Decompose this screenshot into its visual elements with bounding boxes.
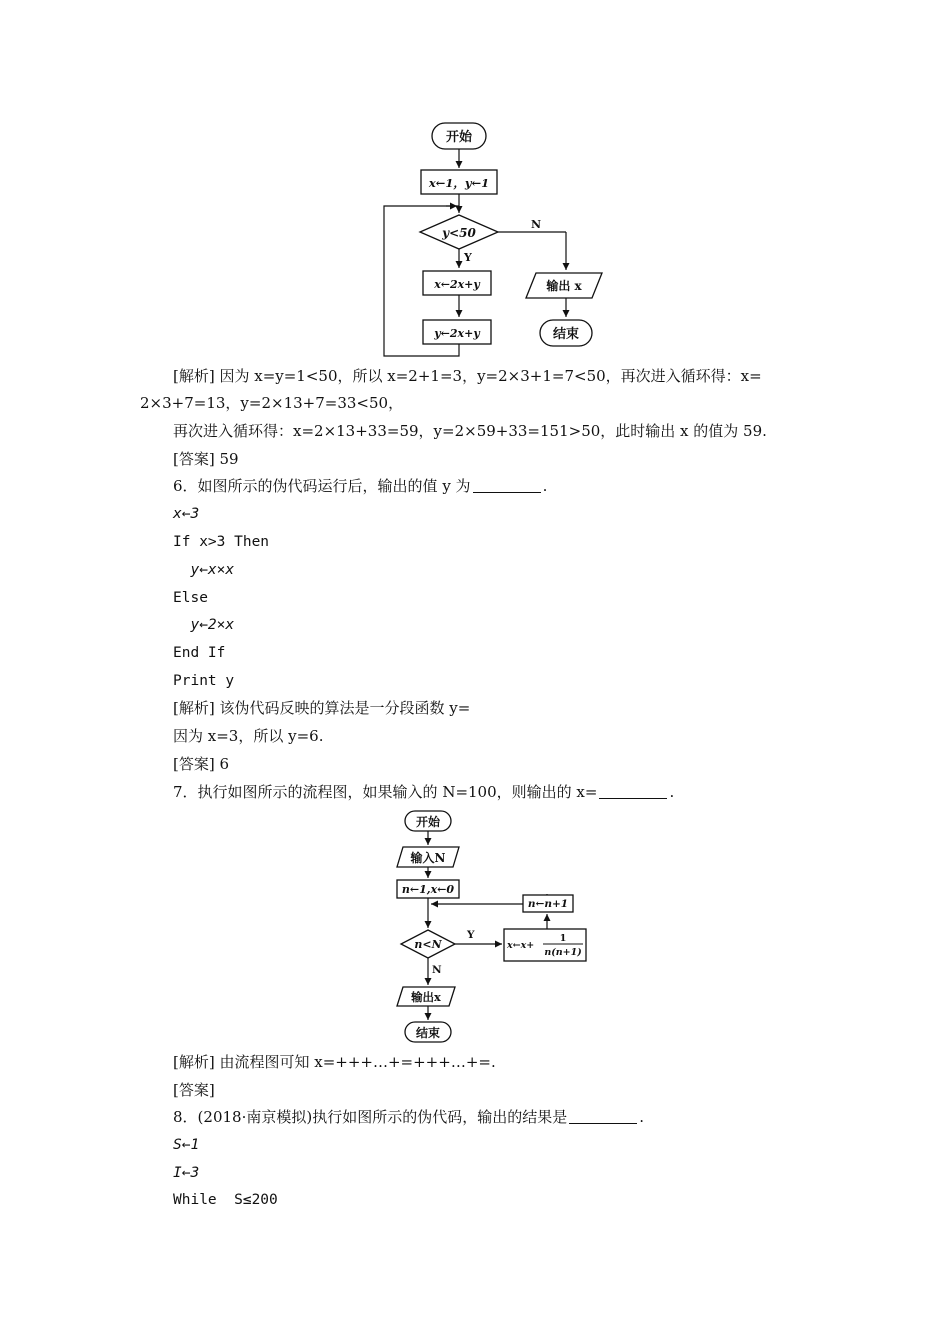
fc2-update-x-den: n(n+1) [544, 947, 582, 958]
fc2-input-label: 输入N [410, 851, 446, 865]
code6-line-1: x←3 [173, 506, 200, 522]
q7-text: 7．执行如图所示的流程图，如果输入的 N=100，则输出的 x= [173, 783, 598, 801]
fc1-step2-label: y←2x+y [434, 327, 480, 340]
p5-analysis-line-1: [解析] 因为 x=y=1<50，所以 x=2+1=3，y=2×3+1=7<50，再次进入循环得：x= [173, 367, 762, 385]
code6-line-7: Print y [173, 673, 235, 689]
fc2-end-label: 结束 [415, 1026, 441, 1040]
q7-analysis: [解析] 由流程图可知 x=+++…+=+++…+=. [173, 1053, 496, 1071]
q6-answer: [答案] 6 [173, 755, 230, 773]
p5-analysis-line-2: 2×3+7=13，y=2×13+7=33<50， [140, 394, 404, 412]
fc1-no-label: N [531, 218, 542, 231]
fc1-end-label: 结束 [552, 327, 580, 342]
code6-line-5: y←2×x [173, 617, 235, 633]
q8-text: 8．(2018·南京模拟)执行如图所示的伪代码，输出的结果是 [173, 1108, 568, 1126]
fc2-update-x-prefix: x←x+ [507, 940, 535, 951]
fc2-init-label: n←1,x←0 [401, 883, 455, 896]
question-7 [173, 782, 674, 802]
fc2-no-label: N [432, 964, 442, 976]
fc1-output-label: 输出 x [546, 279, 582, 293]
fc2-output-label: 输出x [411, 990, 441, 1004]
q6-text: 6．如图所示的伪代码运行后，输出的值 y 为 [173, 477, 471, 495]
flowchart-1 [376, 118, 606, 363]
flowchart-2-svg [385, 808, 595, 1048]
q6-analysis-2: 因为 x=3，所以 y=6. [173, 727, 324, 745]
q7-answer: [答案] [173, 1081, 215, 1099]
q6-period: . [542, 477, 548, 495]
flowchart-2 [385, 808, 595, 1048]
fc2-start-label: 开始 [415, 815, 441, 829]
p5-analysis-line-3: 再次进入循环得：x=2×13+33=59，y=2×59+33=151>50，此时输出 x 的值为 59. [173, 422, 767, 440]
code8-line-1: S←1 [173, 1137, 200, 1153]
fc2-update-n-label: n←n+1 [527, 898, 569, 910]
q8-answer-blank [569, 1109, 637, 1124]
q6-answer-blank [473, 478, 541, 493]
q7-answer-blank [599, 784, 667, 799]
q8-period: . [639, 1108, 644, 1126]
fc1-decision-label: y<50 [442, 226, 476, 240]
fc1-step1-label: x←2x+y [434, 278, 480, 291]
code6-line-4: Else [173, 590, 208, 606]
flowchart-1-svg [376, 118, 606, 363]
q7-period: . [669, 783, 675, 801]
fc1-start-label: 开始 [445, 130, 473, 145]
code6-line-3: y←x×x [173, 562, 235, 578]
code8-line-2: I←3 [173, 1165, 200, 1181]
code6-line-6: End If [173, 645, 226, 661]
fc2-update-x-num: 1 [559, 933, 567, 944]
p5-answer: [答案] 59 [173, 450, 239, 468]
code8-line-3: While S≤200 [173, 1192, 278, 1208]
question-8 [173, 1107, 644, 1127]
fc2-yes-label: Y [467, 929, 475, 941]
question-6 [173, 476, 547, 496]
q6-analysis: [解析] 该伪代码反映的算法是一分段函数 y= [173, 699, 471, 717]
fc1-yes-label: Y [464, 251, 472, 264]
fc2-decision-label: n<N [414, 938, 442, 951]
code6-line-2: If x>3 Then [173, 534, 270, 550]
fc1-init-label: x←1，y←1 [428, 176, 490, 190]
